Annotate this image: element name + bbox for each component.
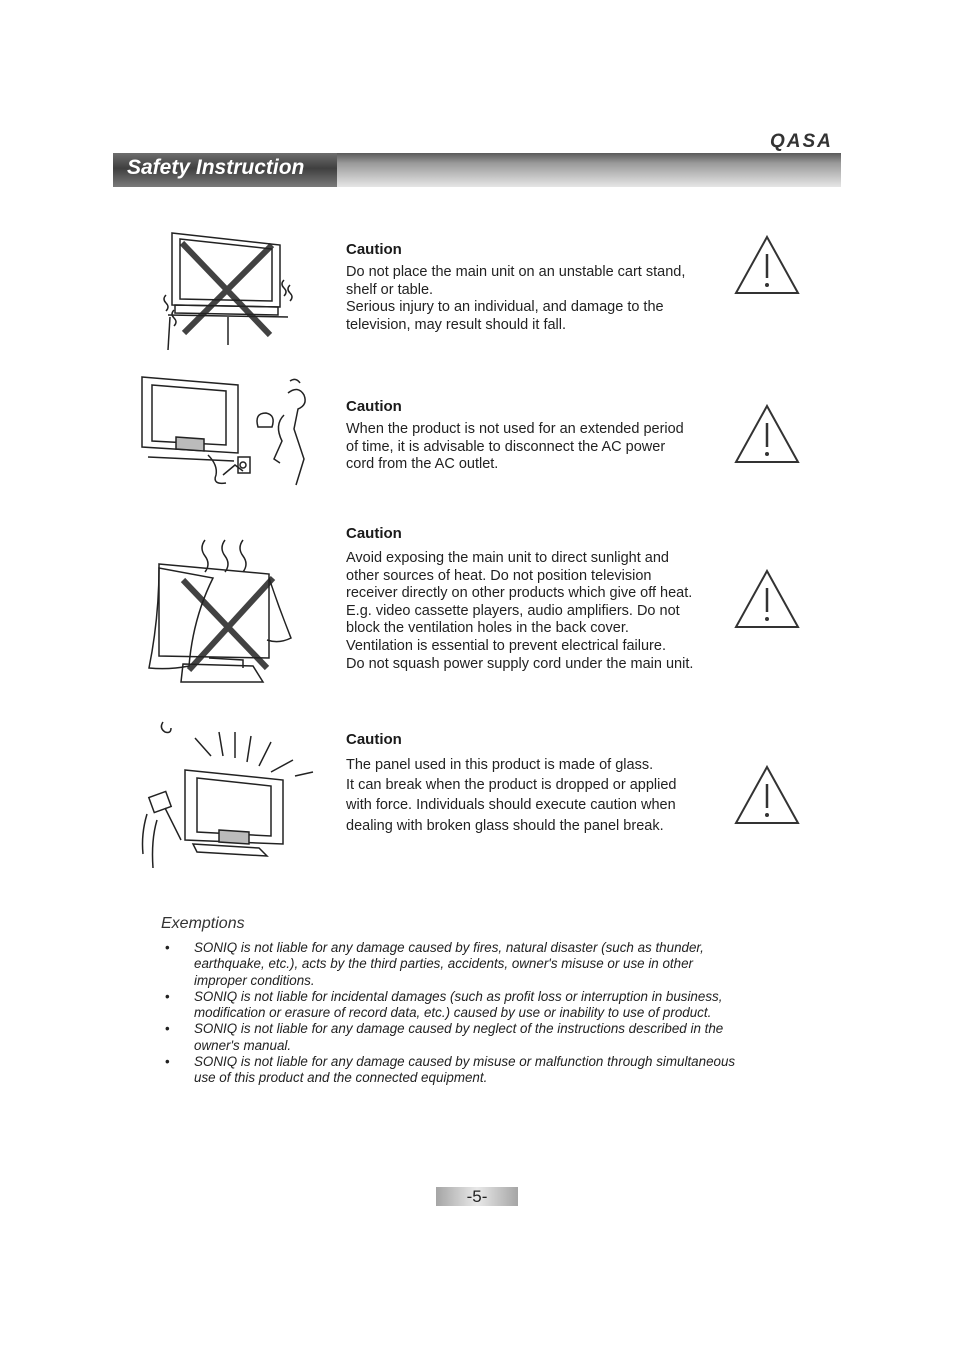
exemptions-list: [161, 940, 811, 1087]
caution-3-title: Caution: [346, 525, 402, 542]
list-item: • SONIQ is not liable for any damage caused by fires, natural disaster (such as thunder, earthquake, etc.), acts by the third parties, accidents, owner's misuse or use in other improper conditions.: [165, 940, 704, 988]
unstable-stand-illustration: [160, 225, 300, 350]
list-item: • SONIQ is not liable for any damage caused by misuse or malfunction through simultaneous use of this product and the connected equipment.: [165, 1054, 736, 1086]
caution-2-body: When the product is not used for an extended period of time, it is advisable to disconnect the AC power cord from the AC outlet.: [346, 421, 684, 473]
list-item: • SONIQ is not liable for any damage caused by neglect of the instructions described in the owner's manual.: [165, 1021, 724, 1053]
caution-2-title: Caution: [346, 398, 402, 415]
warning-icon: [733, 234, 801, 296]
list-item: • SONIQ is not liable for incidental damages (such as profit loss or interruption in business, modification or erasure of record data, etc.) caused by use or inability to use of product.: [165, 988, 723, 1021]
caution-1-title: Caution: [346, 241, 402, 258]
warning-icon: [733, 403, 801, 465]
exemptions-title: Exemptions: [161, 915, 245, 932]
warning-icon: [733, 764, 801, 826]
caution-3-body: Avoid exposing the main unit to direct sunlight and other sources of heat. Do not position television receiver directly on other products which give off heat. E.g. video cassette players, audio amplifiers. Do not block the ventilation holes in the back cover. Ventilation is essential to prevent electrical failure. Do not squash power supply cord under the main unit.: [346, 550, 694, 672]
caution-4-title: Caution: [346, 731, 402, 748]
covered-tv-illustration: [143, 538, 298, 688]
caution-4-body: The panel used in this product is made of glass. It can break when the product is dropped or applied with force. Individuals should execute caution when dealing with broken glass should the panel break.: [346, 757, 677, 834]
caution-1-body: Do not place the main unit on an unstable cart stand, shelf or table. Serious injury to an individual, and damage to the television, may result should it fall.: [346, 264, 686, 333]
warning-icon: [733, 568, 801, 630]
unplug-illustration: [138, 375, 313, 490]
brand-logo: QASA: [770, 131, 833, 152]
hammer-glass-illustration: [135, 716, 320, 871]
page-title: Safety Instruction: [127, 156, 305, 179]
page-number: -5-: [436, 1187, 518, 1206]
